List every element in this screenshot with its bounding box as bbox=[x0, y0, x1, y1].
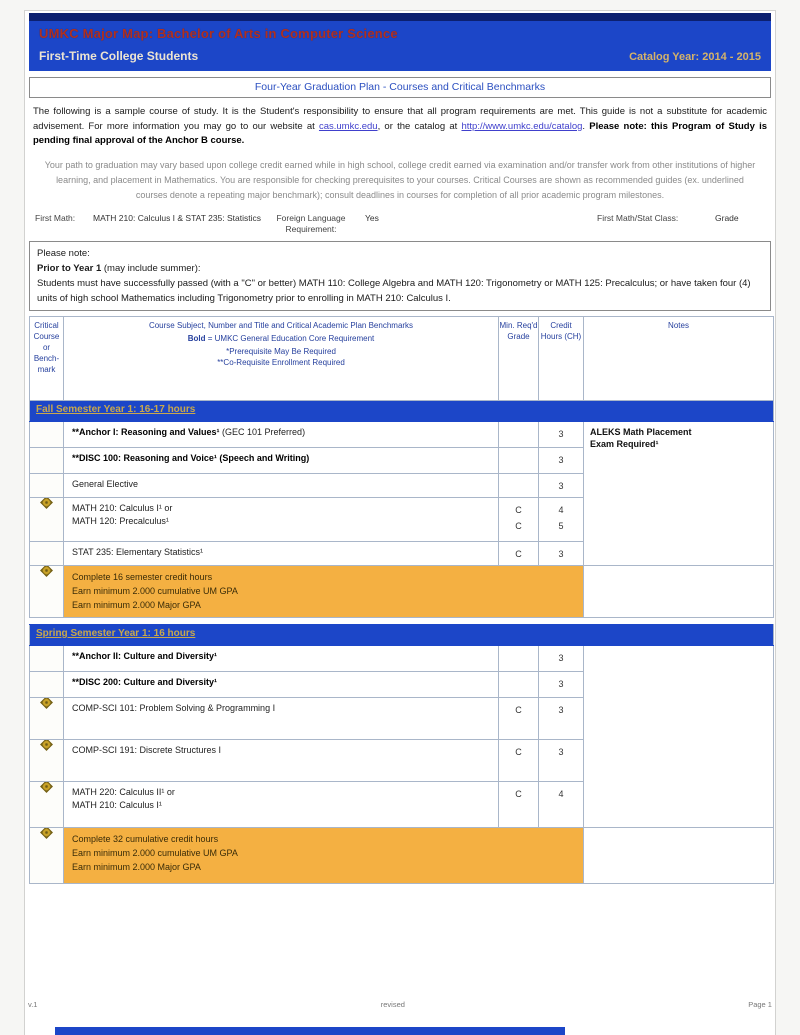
grade-cell bbox=[499, 421, 539, 447]
grade-cell bbox=[499, 497, 539, 541]
benchmark-line: Earn minimum 2.000 Major GPA bbox=[72, 599, 201, 610]
grade-cell: C bbox=[499, 781, 539, 827]
note-heading bbox=[37, 261, 763, 276]
critical-cell bbox=[30, 739, 64, 781]
course-cell bbox=[64, 671, 499, 697]
fall-benchmark-cell bbox=[64, 565, 584, 617]
critical-cell bbox=[30, 671, 64, 697]
first-math-value: MATH 210: Calculus I & STAT 235: Statistics bbox=[93, 212, 262, 223]
credit-value: 5 bbox=[558, 520, 564, 531]
credit-cell: 3 bbox=[539, 447, 584, 473]
course-option-2: MATH 120: Precalculus¹ bbox=[72, 515, 169, 526]
critical-cell bbox=[30, 697, 64, 739]
course-header-line4: **Co-Requisite Enrollment Required bbox=[217, 357, 345, 367]
benchmark-line: Complete 16 semester credit hours bbox=[72, 571, 213, 582]
website-link[interactable]: cas.umkc.edu bbox=[318, 120, 378, 132]
critical-benchmark-diamond-icon bbox=[40, 739, 53, 750]
credit-cell bbox=[539, 497, 584, 541]
foreign-language-value: Yes bbox=[365, 212, 379, 223]
grade-cell bbox=[499, 473, 539, 497]
document-subtitle: First-Time College Students bbox=[39, 49, 199, 63]
critical-cell bbox=[30, 565, 64, 617]
note-heading-bold: Prior to Year 1 bbox=[37, 262, 102, 274]
first-math-label: First Math: bbox=[35, 212, 76, 223]
benchmark-line: Earn minimum 2.000 cumulative UM GPA bbox=[72, 585, 238, 596]
table-header-row bbox=[30, 316, 774, 400]
spring-benchmark-cell bbox=[64, 827, 584, 883]
grade-cell bbox=[499, 645, 539, 671]
grade-cell bbox=[499, 447, 539, 473]
spring-semester-table bbox=[29, 624, 774, 884]
catalog-link[interactable]: http://www.umkc.edu/catalog bbox=[461, 120, 583, 132]
course-header-line2 bbox=[64, 333, 498, 344]
intro-text: , or the catalog at bbox=[377, 120, 462, 132]
course-name-rest: (GEC 101 Preferred) bbox=[219, 426, 306, 437]
critical-benchmark-diamond-icon bbox=[40, 497, 53, 508]
course-header-line2-rest: = UMKC General Education Core Requirement bbox=[205, 333, 375, 343]
credit-column-header: Credit Hours (CH) bbox=[539, 316, 584, 400]
fall-semester-table bbox=[29, 316, 774, 618]
intro-text: . bbox=[582, 120, 590, 132]
course-name: COMP-SCI 191: Discrete Structures I bbox=[72, 744, 222, 755]
spring-semester-title: Spring Semester Year 1: 16 hours bbox=[36, 627, 196, 639]
fall-benchmark-row bbox=[30, 565, 774, 617]
credit-cell: 3 bbox=[539, 473, 584, 497]
credit-cell: 3 bbox=[539, 697, 584, 739]
document-header-bar bbox=[29, 13, 771, 71]
critical-cell bbox=[30, 645, 64, 671]
course-cell bbox=[64, 645, 499, 671]
aleks-note-line2: Exam Required¹ bbox=[590, 438, 659, 449]
benchmark-line: Complete 32 cumulative credit hours bbox=[72, 833, 219, 844]
course-cell bbox=[64, 781, 499, 827]
course-cell bbox=[64, 447, 499, 473]
graduation-disclaimer: Your path to graduation may vary based upon college credit earned while in high school, college credit earned via examination and/or transfer work from other institutions of higher learning, and placement in Mathematics. You are responsible for checking prerequisites to your courses. Critical Courses are shown as recommended guides (ex. underlined courses denote a repeating major benchmark); consult deadlines in courses for completion of all prior academic program milestones. bbox=[44, 159, 756, 200]
course-column-header bbox=[64, 316, 499, 400]
notes-cell bbox=[584, 421, 774, 565]
credit-cell: 3 bbox=[539, 645, 584, 671]
course-cell bbox=[64, 739, 499, 781]
course-header-line3: *Prerequisite May Be Required bbox=[226, 346, 336, 356]
grade-value: C bbox=[515, 520, 522, 531]
grade-cell: C bbox=[499, 739, 539, 781]
critical-benchmark-diamond-icon bbox=[40, 827, 53, 838]
course-header-line1: Course Subject, Number and Title and Critical Academic Plan Benchmarks bbox=[148, 320, 414, 330]
page-footer bbox=[28, 1000, 772, 1009]
first-math-stat-class-label: First Math/Stat Class: bbox=[597, 212, 679, 223]
table-row bbox=[30, 645, 774, 671]
credit-cell: 3 bbox=[539, 671, 584, 697]
critical-cell bbox=[30, 447, 64, 473]
intro-note-bold: Please note: this Program of Study is pending final approval of the Anchor B course. bbox=[33, 120, 768, 146]
spring-benchmark-row bbox=[30, 827, 774, 883]
course-name: COMP-SCI 101: Problem Solving & Programming I bbox=[72, 702, 276, 713]
course-name-bold: **DISC 200: Culture and Diversity¹ bbox=[72, 676, 218, 687]
credit-value: 4 bbox=[558, 504, 564, 515]
critical-benchmark-diamond-icon bbox=[40, 697, 53, 708]
course-cell bbox=[64, 697, 499, 739]
table-row bbox=[30, 421, 774, 447]
document-title: UMKC Major Map: Bachelor of Arts in Computer Science bbox=[39, 26, 398, 41]
course-cell bbox=[64, 497, 499, 541]
course-cell bbox=[64, 473, 499, 497]
credit-cell: 3 bbox=[539, 541, 584, 565]
critical-cell bbox=[30, 541, 64, 565]
critical-cell bbox=[30, 497, 64, 541]
course-option-1: MATH 210: Calculus I¹ or bbox=[72, 502, 173, 513]
grade-value: C bbox=[515, 504, 522, 515]
notes-column-header: Notes bbox=[584, 316, 774, 400]
course-cell bbox=[64, 541, 499, 565]
grade-cell: C bbox=[499, 697, 539, 739]
critical-cell bbox=[30, 421, 64, 447]
foreign-language-label: Foreign Language Requirement: bbox=[276, 212, 346, 234]
note-heading-rest: (may include summer): bbox=[101, 262, 201, 274]
notes-cell bbox=[584, 827, 774, 883]
notes-cell bbox=[584, 645, 774, 827]
note-intro: Please note: bbox=[37, 247, 90, 259]
course-name: STAT 235: Elementary Statistics¹ bbox=[72, 546, 204, 557]
plan-section-title: Four-Year Graduation Plan - Courses and Critical Benchmarks bbox=[29, 77, 771, 98]
credit-cell: 3 bbox=[539, 421, 584, 447]
next-page-band-fragment bbox=[55, 1027, 565, 1035]
benchmark-line: Earn minimum 2.000 Major GPA bbox=[72, 861, 201, 872]
course-header-bold-word: Bold bbox=[187, 333, 206, 343]
document-page bbox=[24, 10, 776, 1035]
intro-paragraph bbox=[29, 105, 771, 149]
benchmark-line: Earn minimum 2.000 cumulative UM GPA bbox=[72, 847, 238, 858]
fall-semester-title: Fall Semester Year 1: 16-17 hours bbox=[36, 403, 196, 415]
credit-cell: 3 bbox=[539, 739, 584, 781]
course-cell bbox=[64, 421, 499, 447]
aleks-note-line1: ALEKS Math Placement bbox=[590, 426, 692, 437]
course-name: General Elective bbox=[72, 478, 139, 489]
prior-to-year1-note-box bbox=[29, 241, 771, 311]
critical-benchmark-diamond-icon bbox=[40, 781, 53, 792]
intro-text: The following is a sample course of study. It is the Student's responsibility to ensure that all program requirements are met. This guide is not a substitute for academic advisement. For more information you may go to our website at bbox=[33, 106, 767, 132]
grade-cell: C bbox=[499, 541, 539, 565]
critical-benchmark-diamond-icon bbox=[40, 565, 53, 576]
credit-cell: 4 bbox=[539, 781, 584, 827]
catalog-year: Catalog Year: 2014 - 2015 bbox=[629, 51, 761, 63]
critical-cell bbox=[30, 827, 64, 883]
notes-cell bbox=[584, 565, 774, 617]
info-row-spacer bbox=[417, 213, 597, 235]
fall-semester-band bbox=[30, 400, 774, 421]
course-option-2: MATH 210: Calculus I¹ bbox=[72, 799, 162, 810]
course-name-bold: **Anchor II: Culture and Diversity¹ bbox=[72, 650, 218, 661]
course-name-bold: **DISC 100: Reasoning and Voice¹ (Speech and Writing) bbox=[72, 452, 310, 463]
critical-column-header: Critical Course or Bench- mark bbox=[30, 316, 64, 400]
note-body: Students must have successfully passed (with a "C" or better) MATH 110: College Algebra and MATH 120: Trigonometry or MATH 125: Precalculus; or have taken four (4) units of high school Mathematics including Trigonometry prior to enrolling in MATH 210: Calculus I. bbox=[37, 277, 751, 304]
critical-cell bbox=[30, 473, 64, 497]
footer-revised: revised bbox=[380, 1000, 405, 1009]
course-option-1: MATH 220: Calculus II¹ or bbox=[72, 786, 175, 797]
course-name-bold: **Anchor I: Reasoning and Values¹ bbox=[72, 426, 220, 437]
grade-column-header: Min. Req'd Grade bbox=[499, 316, 539, 400]
first-math-info-row bbox=[29, 213, 771, 235]
grade-cell bbox=[499, 671, 539, 697]
critical-cell bbox=[30, 781, 64, 827]
footer-version: v.1 bbox=[28, 1000, 38, 1009]
first-math-stat-class-value: Grade bbox=[715, 212, 739, 223]
spring-semester-band bbox=[30, 624, 774, 645]
footer-page-number: Page 1 bbox=[748, 1000, 772, 1009]
